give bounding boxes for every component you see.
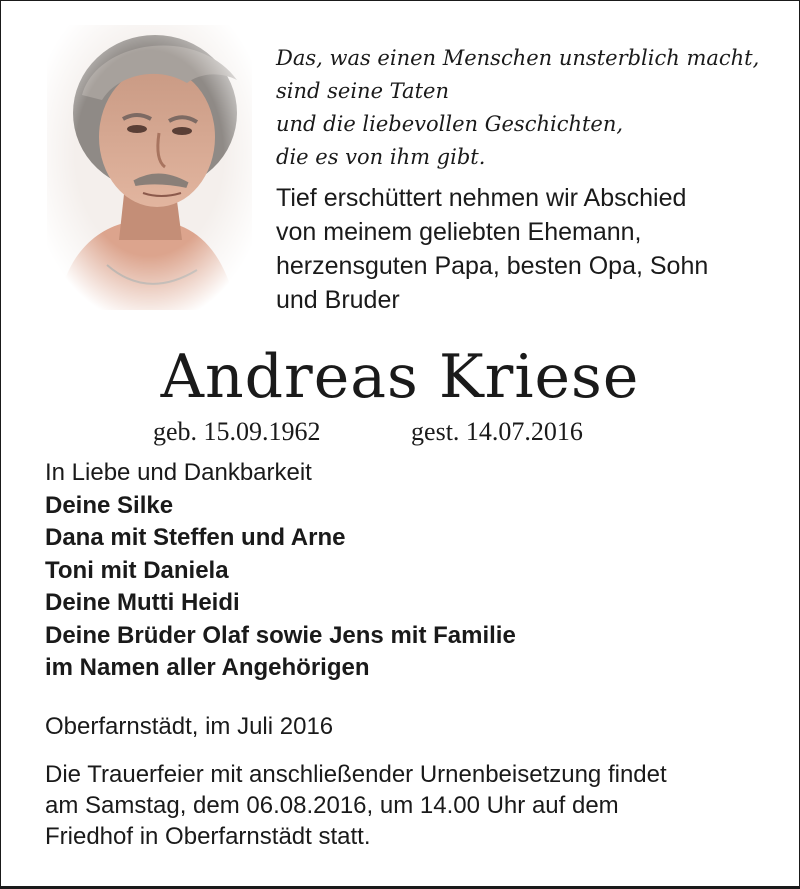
family-member: Deine Brüder Olaf sowie Jens mit Familie: [45, 621, 516, 649]
farewell-intro: [276, 181, 791, 317]
life-dates: [153, 415, 583, 449]
memorial-quote: [276, 42, 786, 174]
intro-line: Tief erschüttert nehmen wir Abschied: [276, 184, 687, 212]
funeral-line: Die Trauerfeier mit anschließender Urnenbeisetzung findet: [45, 761, 667, 788]
death-date: gest. 14.07.2016: [411, 417, 583, 446]
family-member: Toni mit Daniela: [45, 556, 229, 584]
family-member: Deine Silke: [45, 491, 174, 519]
family-member: Deine Mutti Heidi: [45, 589, 240, 616]
funeral-line: Friedhof in Oberfarnstädt statt.: [45, 823, 371, 850]
quote-line: und die liebevollen Geschichten,: [276, 112, 624, 136]
funeral-line: am Samstag, dem 06.08.2016, um 14.00 Uhr auf dem: [45, 792, 619, 819]
family-member: im Namen aller Angehörigen: [45, 654, 370, 681]
family-lead: In Liebe und Dankbarkeit: [45, 459, 312, 486]
family-signatures: [45, 457, 765, 685]
intro-line: herzensguten Papa, besten Opa, Sohn: [276, 252, 709, 280]
intro-line: von meinem geliebten Ehemann,: [276, 218, 642, 246]
quote-line: Das, was einen Menschen unsterblich macht,: [276, 46, 760, 70]
funeral-notice: [45, 759, 785, 852]
family-member: Dana mit Steffen und Arne: [45, 524, 346, 551]
birth-date: geb. 15.09.1962: [153, 417, 321, 446]
quote-line: sind seine Taten: [276, 79, 449, 103]
deceased-name: Andreas Kriese: [160, 342, 640, 412]
quote-line: die es von ihm gibt.: [276, 145, 486, 169]
place-date: Oberfarnstädt, im Juli 2016: [45, 713, 334, 740]
intro-line: und Bruder: [276, 286, 400, 314]
portrait-photo: [47, 25, 252, 310]
